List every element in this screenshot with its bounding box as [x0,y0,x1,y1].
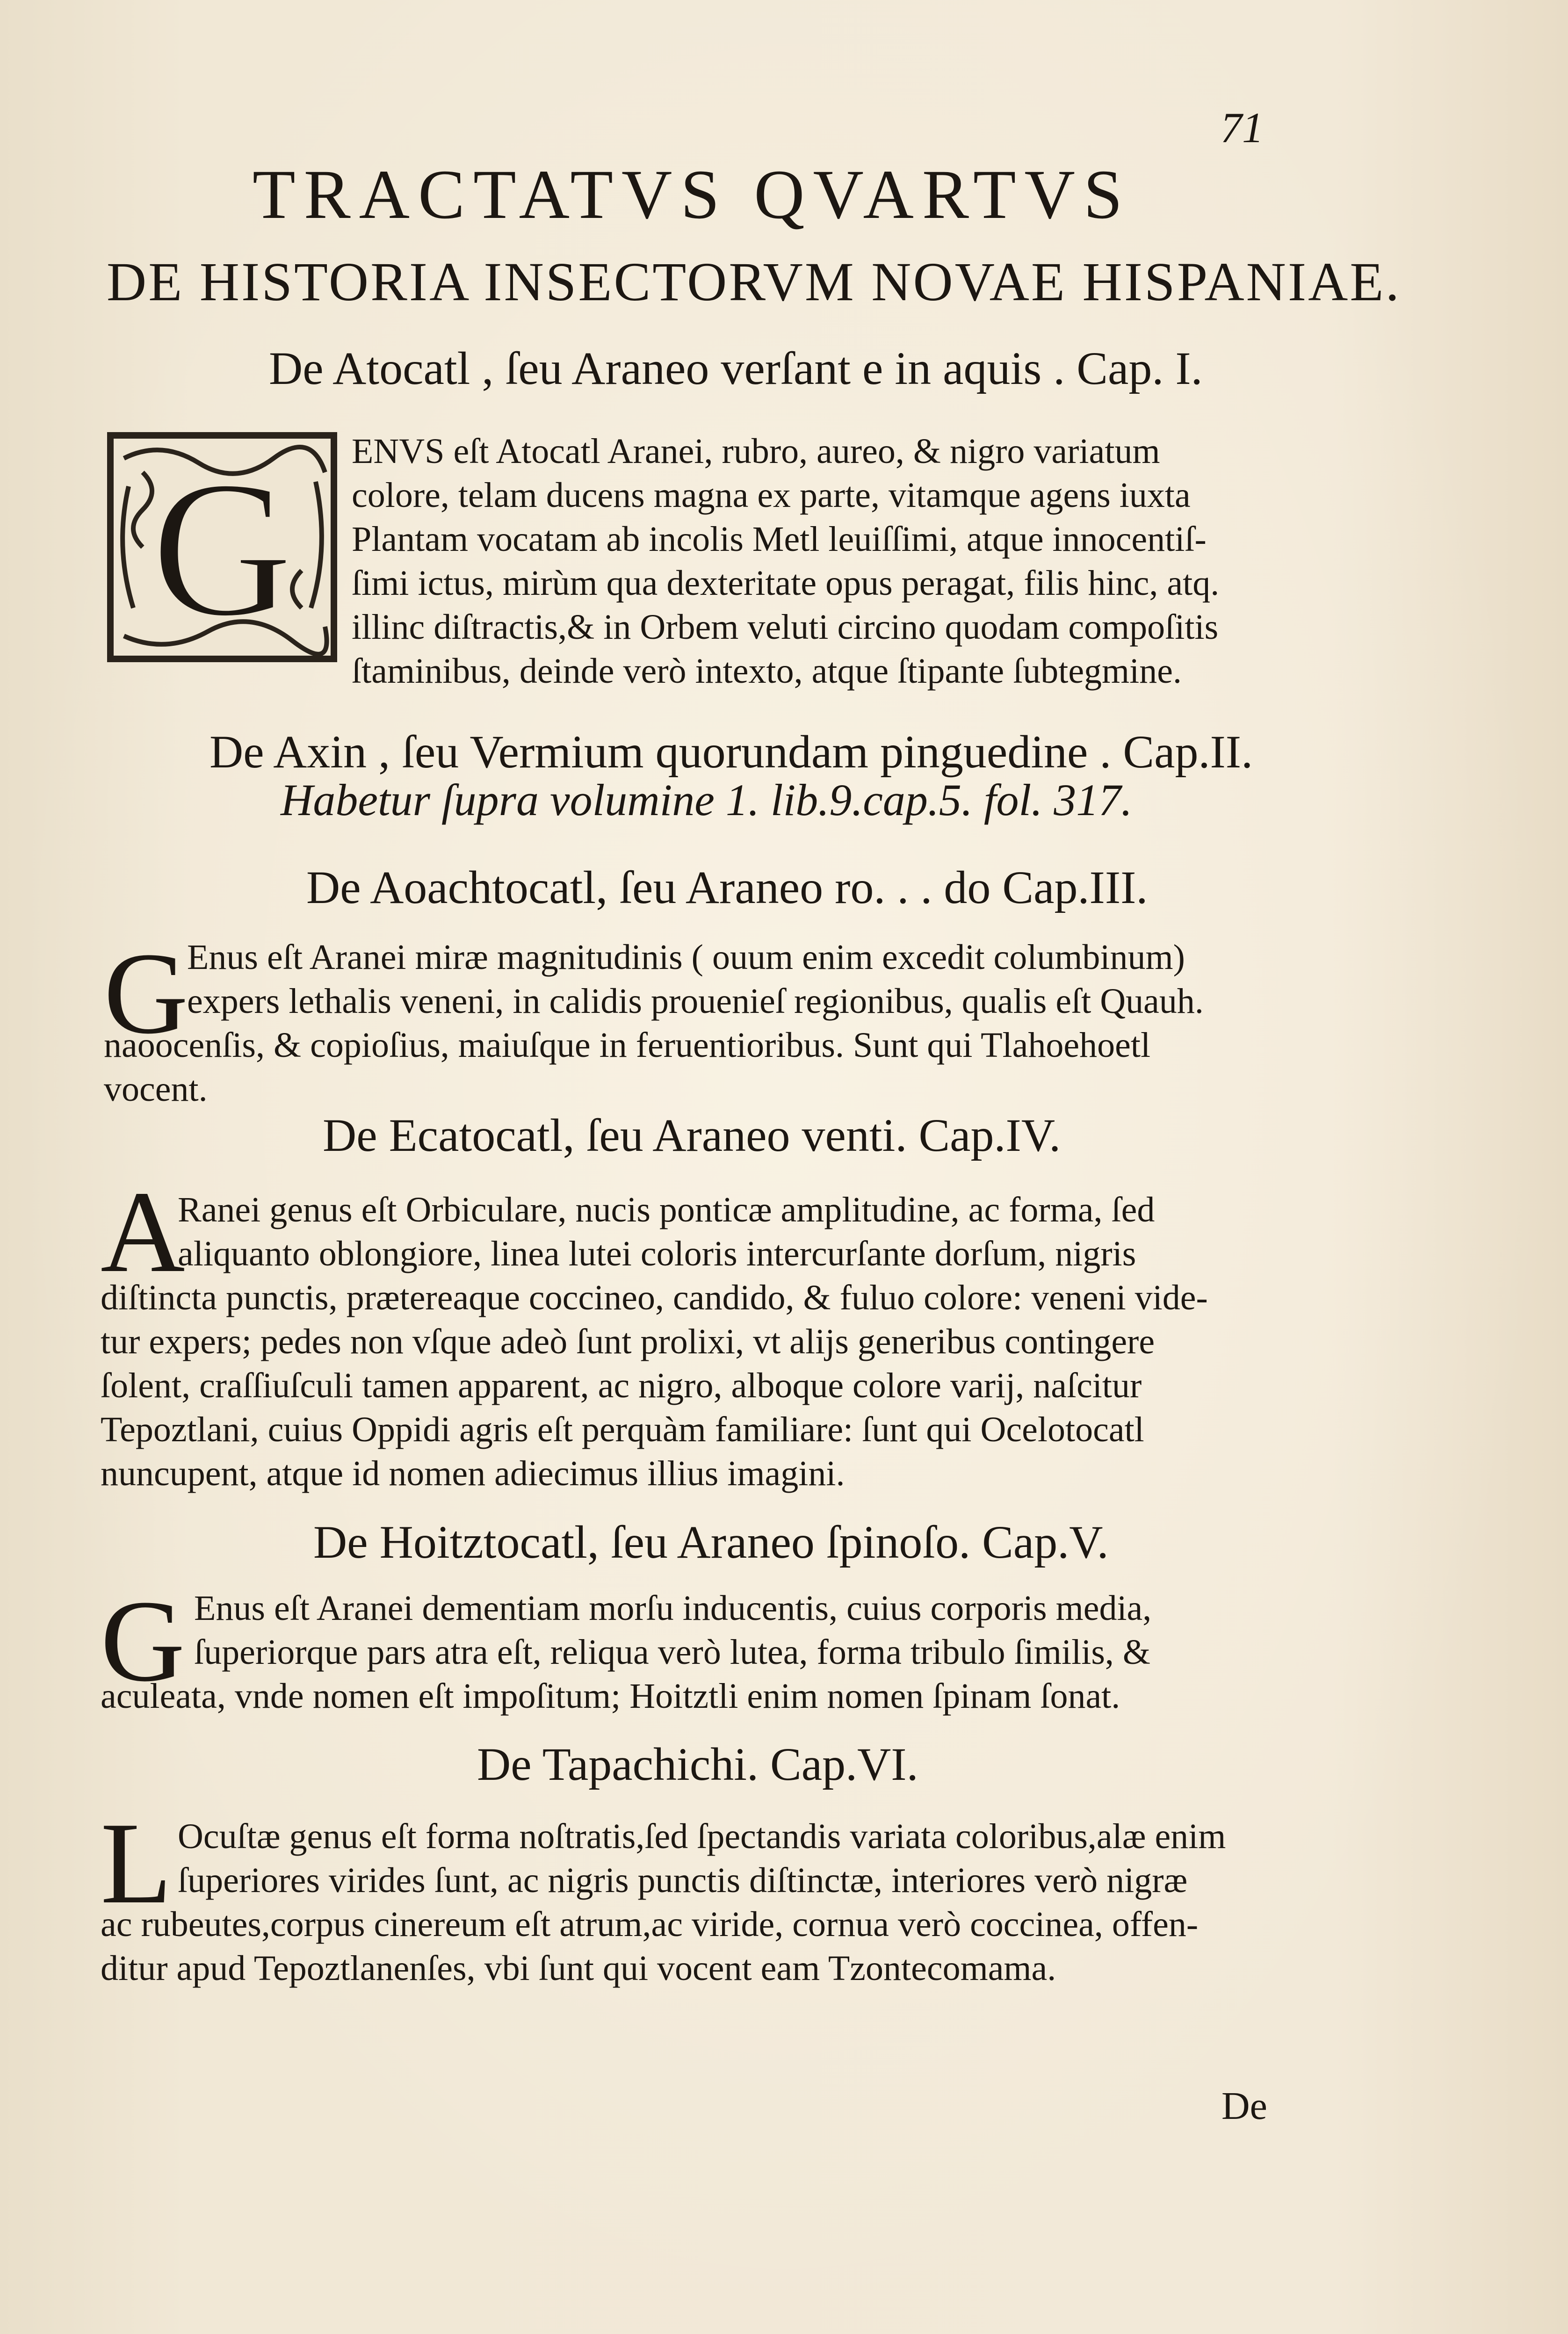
section-3-text-a [187,935,1314,1023]
chapter-heading-6: De Tapachichi. Cap.VI. [477,1738,918,1790]
catchword: De [1221,2084,1267,2128]
text-line: aliquanto oblongiore, linea lutei coloris intercurſante dorſum, nigris [178,1234,1136,1273]
text-line: Plantam vocatam ab incolis Metl leuiſſimi, atque innocentiſ- [352,520,1207,559]
text-line: Tepoztlani, cuius Oppidi agris eſt perquàm familiare: ſunt qui Ocelotocatl [101,1410,1144,1449]
section-6-text-a [178,1814,1314,1902]
section-4-text-b [101,1276,1314,1496]
svg-text:G: G [151,440,293,658]
text-line: illinc diſtractis,& in Orbem veluti circino quodam compoſitis [352,607,1219,647]
chapter-heading-1: De Atocatl , ſeu Araneo verſant e in aquis . Cap. I. [269,342,1203,394]
text-line: tur expers; pedes non vſque adeò ſunt prolixi, vt alijs generibus contingere [101,1322,1155,1361]
section-5-text-a [194,1586,1314,1674]
text-line: ſtaminibus, deinde verò intexto, atque ſtipante ſubtegmine. [352,651,1182,691]
text-line: ſuperiores virides ſunt, ac nigris punctis diſtinctæ, interiores verò nigræ [178,1861,1188,1900]
chapter-heading-5: De Hoitztocatl, ſeu Araneo ſpinoſo. Cap.V. [313,1516,1109,1568]
text-line: colore, telam ducens magna ex parte, vitamque agens iuxta [352,476,1191,515]
text-line: Ocuſtæ genus eſt forma noſtratis,ſed ſpectandis variata coloribus,alæ enim [178,1817,1226,1856]
text-line: ſuperiorque pars atra eſt, reliqua verò lutea, forma tribulo ſimilis, & [194,1633,1151,1672]
text-line: ENVS eſt Atocatl Aranei, rubro, aureo, & nigro variatum [352,432,1160,471]
chapter-heading-4: De Ecatocatl, ſeu Araneo venti. Cap.IV. [323,1109,1061,1161]
text-line: ditur apud Tepoztlanenſes, vbi ſunt qui vocent eam Tzontecomama. [101,1949,1056,1988]
text-line: ſolent, craſſiuſculi tamen apparent, ac nigro, alboque colore varij, naſcitur [101,1366,1142,1405]
chapter-heading-3: De Aoachtocatl, ſeu Araneo ro. . . do Cap.III. [306,861,1148,913]
drop-cap: L [101,1799,172,1928]
text-line: Enus eſt Aranei miræ magnitudinis ( ouum enim excedit columbinum) [187,938,1185,977]
text-line: ac rubeutes,corpus cinereum eſt atrum,ac viride, cornua verò coccinea, offen- [101,1905,1199,1944]
section-4-text-a [178,1188,1314,1276]
section-6-text-b [101,1902,1314,1990]
page-number: 71 [1221,104,1264,152]
drop-cap: A [101,1167,185,1297]
text-line: Enus eſt Aranei dementiam morſu inducentis, cuius corporis media, [194,1589,1152,1628]
drop-cap: G [101,1576,185,1706]
page-subtitle: DE HISTORIA INSECTORVM NOVAE HISPANIAE. [107,251,1401,312]
text-line: diſtincta punctis, prætereaque coccineo, candido, & fuluo colore: veneni vide- [101,1278,1208,1317]
chapter-heading-2: De Axin , ſeu Vermium quorundam pinguedine . Cap.II. [210,726,1253,778]
text-line: vocent. [104,1069,208,1109]
text-line: Ranei genus eſt Orbiculare, nucis ponticæ amplitudine, ac forma, ſed [178,1190,1155,1229]
text-line: ſimi ictus, mirùm qua dexteritate opus peragat, filis hinc, atq. [352,564,1220,603]
section-3-text-b [104,1023,1315,1111]
drop-cap: G [104,929,188,1058]
text-line: naoocenſis, & copioſius, maiuſque in feruentioribus. Sunt qui Tlahoehoetl [104,1026,1151,1065]
section-5-text-b [101,1674,1314,1718]
text-line: nuncupent, atque id nomen adiecimus illius imagini. [101,1454,845,1493]
text-line: expers lethalis veneni, in calidis prouenieſ regionibus, qualis eſt Quauh. [187,982,1204,1021]
decorated-initial-icon [105,430,339,664]
cross-reference-note: Habetur ſupra volumine 1. lib.9.cap.5. fol. 317. [281,775,1133,825]
section-1-text [352,429,1315,693]
text-line: aculeata, vnde nomen eſt impoſitum; Hoitztli enim nomen ſpinam ſonat. [101,1676,1120,1716]
page-title: TRACTATVS QVARTVS [253,156,1131,233]
